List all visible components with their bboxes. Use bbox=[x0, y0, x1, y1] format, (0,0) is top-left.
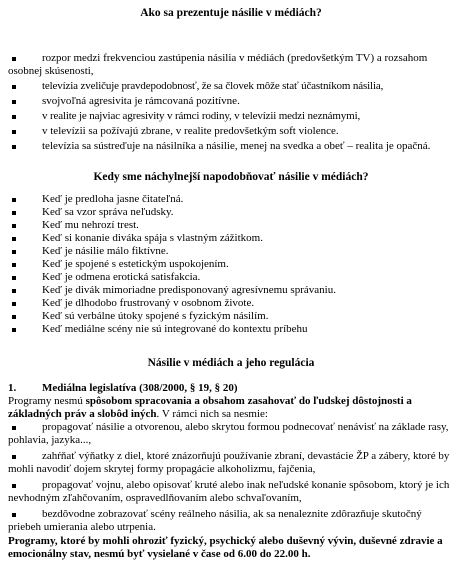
list-item: Keď si konanie diváka spája s vlastným zážitkom. bbox=[8, 232, 454, 245]
list-item: Keď je dlhodobo frustrovaný v osobnom živote. bbox=[8, 297, 454, 310]
bullet-icon bbox=[12, 484, 16, 488]
bullet-icon bbox=[12, 289, 16, 293]
bullet-icon bbox=[12, 315, 16, 319]
list-item: Keď sú verbálne útoky spojené s fyzickým násilím. bbox=[8, 310, 454, 323]
list-item: bezdôvodne zobrazovať scény reálneho násilia, ak sa nenaleznite zdôrazňuje skutočný priebeh umierania alebo utrpenia. bbox=[8, 508, 422, 533]
section-heading-regulation: Násilie v médiách a jeho regulácia bbox=[147, 357, 315, 369]
presentation-list bbox=[8, 52, 454, 153]
list-item: televízia zveličuje pravdepodobnosť, že sa človek môže stať účastníkom násilia, bbox=[8, 80, 454, 93]
list-item: zahŕňať výňatky z diel, ktoré znázorňujú používanie zbraní, devastácie ŽP a zábery, ktoré by mohli navodiť dojem skrytej formy propagácie alkoholizmu, fajčenia, bbox=[8, 450, 450, 475]
imitation-list bbox=[8, 193, 454, 336]
list-item: Keď sa vzor správa neľudsky. bbox=[8, 206, 454, 219]
bullet-icon bbox=[12, 237, 16, 241]
bullet-icon bbox=[12, 302, 16, 306]
list-item: v realite je najviac agresivity v rámci rodiny, v televízii medzi neznámymi, bbox=[8, 110, 454, 123]
list-item: televízia sa sústreďuje na násilníka a násilie, menej na svedka a obeť – realita je opačná. bbox=[8, 140, 454, 153]
list-item: Keď je spojené s estetickým uspokojením. bbox=[8, 258, 454, 271]
regulation-intro: Programy nesmú spôsobom spracovania a obsahom zasahovať do ľudskej dôstojnosti a základných práv a slobôd iných. V rámci nich sa nesmie: bbox=[8, 395, 412, 420]
bullet-icon bbox=[12, 211, 16, 215]
regulation-closing: Programy, ktoré by mohli ohroziť fyzický, psychický alebo duševný vývin, duševné zdravie a emocionálny stav, nesmú byť vysielané v čase od 6.00 do 22.00 h. bbox=[8, 535, 443, 560]
regulation-block bbox=[8, 382, 454, 561]
bullet-icon bbox=[12, 198, 16, 202]
bullet-icon bbox=[12, 115, 16, 119]
bullet-icon bbox=[12, 250, 16, 254]
list-item: Keď mu nehrozí trest. bbox=[8, 219, 454, 232]
list-item: Keď je násilie málo fiktívne. bbox=[8, 245, 454, 258]
subheading-legislation: 1. Mediálna legislatíva (308/2000, § 19, § 20) bbox=[8, 382, 238, 394]
bullet-icon bbox=[12, 130, 16, 134]
bullet-icon bbox=[12, 85, 16, 89]
bullet-icon bbox=[12, 145, 16, 149]
list-item: Keď mediálne scény nie sú integrované do kontextu príbehu bbox=[8, 323, 454, 336]
list-item: Keď je predloha jasne čitateľná. bbox=[8, 193, 454, 206]
bullet-icon bbox=[12, 276, 16, 280]
bullet-icon bbox=[12, 100, 16, 104]
section-heading-imitation: Kedy sme náchylnejší napodobňovať násilie v médiách? bbox=[93, 171, 369, 183]
bullet-icon bbox=[12, 57, 16, 61]
list-item: propagovať násilie a otvorenou, alebo skrytou formou podnecovať nenávisť na základe rasy, pohlavia, jazyka..., bbox=[8, 421, 449, 446]
bullet-icon bbox=[12, 426, 16, 430]
bullet-icon bbox=[12, 224, 16, 228]
bullet-icon bbox=[12, 263, 16, 267]
bullet-icon bbox=[12, 513, 16, 517]
list-item: v televízii sa požívajú zbrane, v realite predovšetkým soft violence. bbox=[8, 125, 454, 138]
list-item: Keď je divák mimoriadne predisponovaný agresívnemu správaniu. bbox=[8, 284, 454, 297]
list-item: Keď je odmena erotická satisfakcia. bbox=[8, 271, 454, 284]
bullet-icon bbox=[12, 455, 16, 459]
list-item: svojvoľná agresivita je rámcovaná pozitívne. bbox=[8, 95, 454, 108]
list-item: propagovať vojnu, alebo opisovať kruté alebo inak neľudské konanie spôsobom, ktorý je ich nevhodným zľahčovaním, ospravedlňovaním alebo schvaľovaním, bbox=[8, 479, 450, 504]
bullet-icon bbox=[12, 328, 16, 332]
list-item: rozpor medzi frekvenciou zastúpenia násilia v médiách (predovšetkým TV) a rozsahom osobnej skúsenosti, bbox=[8, 52, 428, 77]
section-heading-presentation: Ako sa prezentuje násilie v médiách? bbox=[140, 7, 322, 19]
